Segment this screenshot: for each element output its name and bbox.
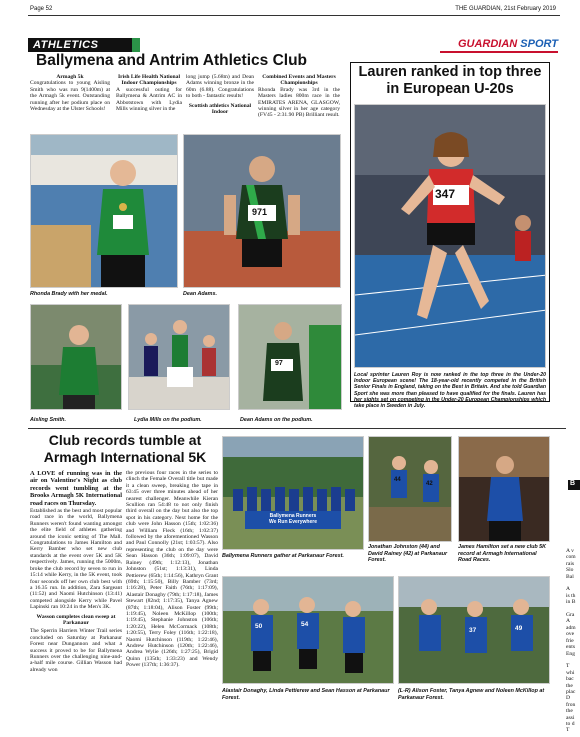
club-story-body2: The Sperrin Harriers Winter Trail series concluded on Saturday at Parkanaur Forest near Dungannon and what a success it proved to be for Ballymena Runners over the challenging nine-and-a-half mile course. Gillian Wasson had already won [30,628,122,673]
sidebar-fragment-line: to d [566,720,575,727]
sidebar-tag: B [568,480,580,490]
bib-42: 42 [426,481,433,487]
section-tag: ATHLETICS [28,38,132,52]
sidebar-fragment-line: ents [566,644,576,651]
club-story-lead: A LOVE of running was in the air on Valentine's Night as club records went tumbling at the Brooks Armagh 5K International road races on Thursday. [30,470,122,507]
lauren-caption: Local sprinter Lauren Roy is now ranked in the top three in the Under-20 Indoor European scene! The 18-year-old recently competed in the British Senior Finals in England, taking on the Best in Britain. And she told Guardian Sport she was more than pleased to have qualified for the finals. Lauren has her sights set on competing in the Under-20 European Championships which take place in Sweden in July. [354,372,546,410]
caption-alison: (L-R) Alison Foster, Tanya Agnew and Noleen McKillop at Parkanaur Forest. [398,688,545,701]
sidebar-fragment-line: A [566,618,571,625]
sidebar-fragment-line: frie [566,637,574,644]
top-story-col1 [30,74,110,112]
masthead-date: THE GUARDIAN, 21st February 2019 [455,6,556,12]
sidebar-fragment-line: in B [566,599,576,606]
caption-dean-podium: Dean Adams on the podium. [240,417,313,423]
section-tag-accent [132,38,140,52]
caption-group: Ballymena Runners gather at Parkanaur Forest. [222,553,344,559]
lauren-headline: Lauren ranked in top three in European U-20s [358,64,542,97]
banner-name: Ballymena Runners [269,513,317,519]
banner-slogan: We Run Everywhere [269,519,317,525]
club-records-headline: Club records tumble at Armagh International 5K [43,432,207,465]
brand-sport: SPORT [520,38,558,50]
top-story-col3 [186,74,254,115]
abbotstown-body: long jump (5.68m) and Dean Adams winning bronze in the 60m (6.88). Congratulations to both - fantastic results! [186,74,254,100]
photo-lydia-mills [128,304,230,410]
sidebar-fragment-line: Slo [566,567,574,574]
caption-dean: Dean Adams. [183,291,217,297]
dean-podium-bib: 97 [275,360,283,367]
caption-james: James Hamilton set a new club 5K record at Armagh International Road Races. [458,544,547,563]
sidebar-fragment-line: the [566,708,573,715]
armagh-body: Congratulations to young Aisling Smith who was run 9(1400m) at the Armagh 5k event. Outstanding running after her podium place on Wednesday at the Ulster Schools! [30,80,110,113]
photo-jonathan-david [368,436,452,542]
top-rule [28,15,560,16]
photo-group-parkanaur [222,436,364,550]
photo-dean-adams [183,134,341,288]
dean-bib-number: 971 [252,207,268,217]
bib-44: 44 [394,477,401,483]
top-story-col4 [258,74,340,119]
brand-main: GUARDIAN [457,38,518,50]
sidebar-fragment-line: T [566,727,570,734]
mid-rule [28,428,566,429]
brand-underline [440,51,558,53]
photo-dean-podium [238,304,342,410]
sidebar-fragment-line: plac [566,688,576,695]
sidebar-fragment-line: whi [566,669,575,676]
top-story-col2 [116,74,182,112]
caption-alastair: Alastair Donaghy, Linda Pettierew and Sean Hasson at Parkanaur Forest. [222,688,390,701]
irish-life-subhead: Irish Life Health National Indoor Championships [118,74,180,87]
sidebar-fragment-line: is th [566,592,576,599]
photo-aisling-smith [30,304,122,410]
caption-rhonda: Rhonda Brady with her medal. [30,291,108,297]
bib-37: 37 [469,627,477,634]
lauren-bib-number: 347 [435,187,456,201]
bib-54: 54 [301,621,309,628]
club-story-col1 [30,470,122,673]
sidebar-fragment-line: Bal [566,573,574,580]
club-story-col2-body: the previous four races in the series to clinch the Female Overall title but made it a clean sweep, breaking the tape in 63:45 over three minutes ahead of her nearest challenger. Meanwhile Kieran Scullion ran 54:48 to not only finish third overall on the day but also the top spot in his category. Next home for the club were John Hasson (15th; 1:02:36) and William Fleck (16th; 1:02:37) followed by the aforementioned Wasson and Paul Connolly (21st; 1:03:57). Also representing the club on the day were Sean Hasson (36th; 1:09:07), David Rainey (49th; 1:12:13), Jonathan Johnston (51st; 1:13:31), Linda Pettierew (65th; 1:14:56), Kathryn Grant (69th; 1:15:50), Billy Bamber (73rd; 1:16:28), Peter Faith (76th; 1:17:09), Alastair Donaghy (79th; 1:17:18), James Stewart (82nd; 1:17:35), Tanya Agnew (87th; 1:18:04), Alison Foster (99th; 1:19:45), Noleen McKillop (100th; 1:19:45), Stephanie Johnston (106th; 1:20:22), Helen McCormack (108th; 1:20:55), Terry Foley (116th; 1:22:18), Naomi Hutchinson (119th; 1:22:46), Andrew Hutchinson (120th; 1:22:46), Andrea Wylie (126th; 1:27:25), Brigid Quinn (135th; 1:33:23) and Wendy Power (137th; 1:36:37). [126,470,218,669]
sidebar-fragment-line: bac [566,676,574,683]
sidebar-fragment-line: Gra [566,612,575,619]
sidebar-fragment-line: D [566,695,571,702]
irish-life-body: A successful outing for Ballymena & Antrim AC in Abbotstown with Lydia Mills winning silver in the [116,86,182,113]
brand-logo [458,38,558,50]
photo-rhonda-brady [30,134,178,288]
sidebar-fragment-line: adm [566,624,576,631]
combined-body: Rhonda Brady was 3rd in the Masters ladies 800m race in the EMIRATES ARENA, GLASGOW, winning silver in her age category (FV45 - 2:31.90 PB) Brilliant result. [258,86,340,119]
sidebar-fragment-text [566,548,580,734]
banner [247,513,339,525]
caption-lydia: Lydia Mills on the podium. [134,417,202,423]
combined-subhead: Combined Events and Masters Championships [262,74,336,87]
sidebar-fragment-line: T [566,663,570,670]
sidebar-fragment-line: assi [566,714,575,721]
caption-aisling: Aisling Smith. [30,417,66,423]
page-number: Page 52 [30,6,53,12]
caption-jonathan: Jonathan Johnston (44) and David Rainey (42) at Parkanaur Forest. [368,544,448,563]
sidebar-fragment-line: the [566,682,573,689]
sidebar-fragment-line: A [566,586,571,593]
armagh-subhead: Armagh 5k [56,74,84,80]
sidebar-fragment-line: com [566,554,576,561]
sidebar-fragment-line: A v [566,548,574,554]
sidebar-fragment-line: Eng [566,650,576,657]
wasson-subhead: Wasson completes clean sweep at Parkanaur [36,613,116,626]
bib-50: 50 [255,623,263,630]
club-story-body1: Established as the best and most popular road race in the world, Ballymena Runners weren't found wanting amongst the elite field of athletes gathering around the iconic setting of The Mall. Congratulations to James Hamilton and Kerry Bamber who set new club standards at the event over 5K and 5K respectively. James, running the 5000m, broke the club record by seven to run in 15:14 while Kerry, in the 5K event, took four seconds off her own club best with a 16.35 run. In addition, Zara Sargeant (11:52) and Naomi Hutchinson (13:41) competed alongside Kerry while Pavel Lapinski ran 10:24 in the Men's 3K. [30,508,122,611]
photo-james-hamilton [458,436,550,542]
photo-alison-tanya-noleen [398,576,550,684]
photo-lauren-roy [354,104,546,368]
photo-alastair-linda-sean [222,576,394,684]
sidebar-fragment-line: fron [566,701,576,708]
sidebar-fragment-line: rais [566,560,575,567]
bib-49: 49 [515,625,523,632]
scottish-subhead: Scottish athletics National Indoor [188,102,252,116]
top-story-headline: Ballymena and Antrim Athletics Club [36,52,308,69]
club-story-col2 [126,470,218,669]
sidebar-fragment-line: ove [566,631,575,638]
